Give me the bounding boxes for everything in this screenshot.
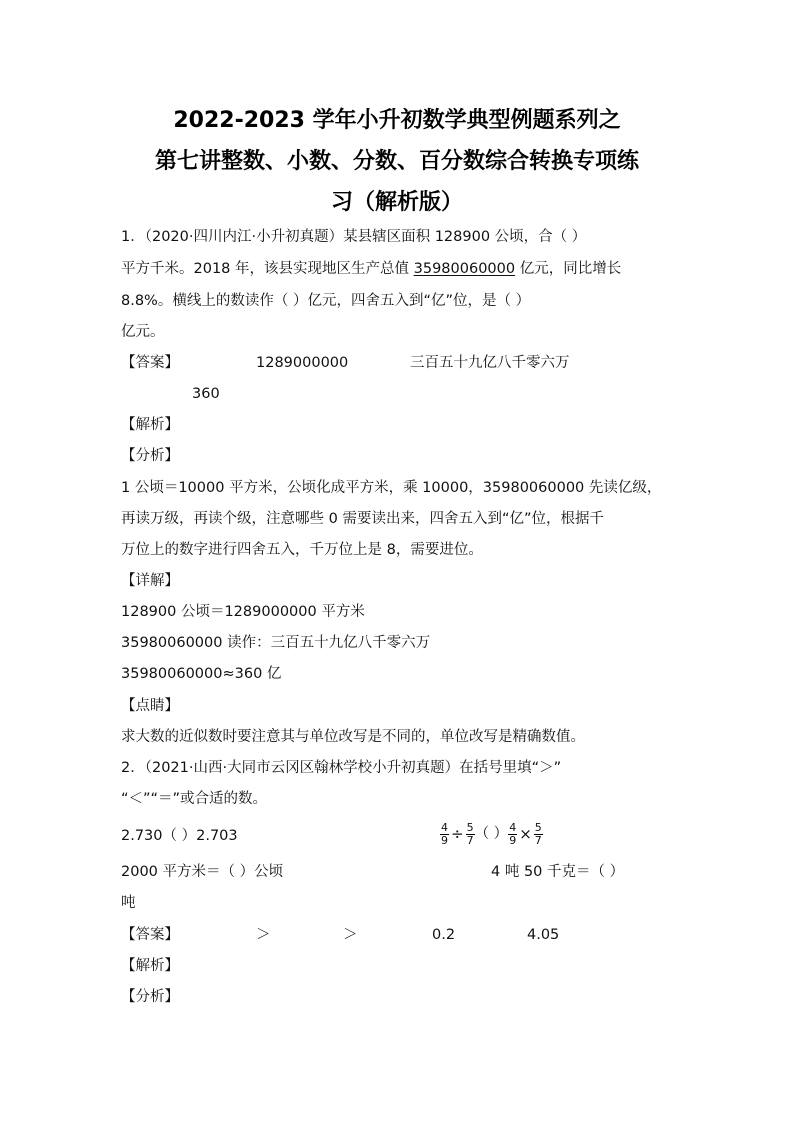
doc-title-line3: 习（解析版）: [330, 190, 463, 215]
q2-item3: 2000 平方米＝（ ）公顷: [121, 864, 284, 880]
q2-answer-3: 0.2: [432, 927, 456, 943]
q2-fenxi-heading: 【分析】: [121, 989, 179, 1005]
q2-item1: 2.730（ ）2.703: [121, 828, 238, 844]
q1-answer-label: 【答案】: [121, 355, 179, 371]
q1-answer-3: 360: [192, 386, 220, 402]
q2-item4-unit: 吨: [121, 895, 136, 911]
q1-line2-a: 平方千米。2018 年，该县实现地区生产总值: [121, 261, 410, 277]
q1-dianjing-line1: 求大数的近似数时要注意其与单位改写是不同的，单位改写是精确数值。: [121, 729, 585, 745]
q2-item2-blank: （ ）: [474, 826, 509, 842]
q1-xiangjie-line2: 35980060000 读作：三百五十九亿八千零六万: [121, 635, 431, 651]
q1-line2: [121, 259, 621, 279]
q1-answer-2: 三百五十九亿八千零六万: [410, 355, 570, 371]
q2-jiexi-heading: 【解析】: [121, 958, 179, 974]
q2-answer-2: ＞: [343, 927, 358, 943]
q1-fenxi-line2: 再读万级，再读个级，注意哪些 0 需要读出来，四舍五入到“亿”位，根据千: [121, 511, 604, 527]
q1-xiangjie-line1: 128900 公顷＝1289000000 平方米: [121, 604, 365, 620]
q2-line1: 2．（2021·山西·大同市云冈区翰林学校小升初真题）在括号里填“＞”: [121, 760, 562, 776]
q2-answer-4: 4.05: [527, 927, 560, 943]
multiply-sign: ×: [519, 825, 532, 843]
q1-xiangjie-heading: 【详解】: [121, 573, 179, 589]
q1-answer-1: 1289000000: [256, 355, 349, 371]
q1-xiangjie-line3: 35980060000≈360 亿: [121, 666, 282, 682]
q1-fenxi-line1: 1 公顷＝10000 平方米，公顷化成平方米，乘 10000，35980060000 先读亿级，: [121, 480, 662, 496]
q2-answer-1: ＞: [256, 927, 271, 943]
q1-jiexi-heading: 【解析】: [121, 417, 179, 433]
q2-item4: 4 吨 50 千克＝（ ）: [491, 864, 625, 880]
q1-line2-b: 亿元，同比增长: [519, 261, 622, 277]
q1-fenxi-line3: 万位上的数字进行四舍五入，千万位上是 8，需要进位。: [121, 542, 483, 558]
q1-fenxi-heading: 【分析】: [121, 448, 179, 464]
q2-answer-label: 【答案】: [121, 927, 179, 943]
fraction-five-sevenths: $\frac{5}{7}$: [466, 820, 474, 847]
fraction-four-ninths-b: $\frac{4}{9}$: [509, 820, 517, 847]
q1-line3: 8.8%。横线上的数读作（ ）亿元，四舍五入到“亿”位，是（ ）: [121, 293, 531, 309]
q1-line4: 亿元。: [121, 324, 165, 340]
q1-underlined-number: 35980060000: [413, 261, 516, 277]
doc-title-line2: 第七讲整数、小数、分数、百分数综合转换专项练: [154, 149, 639, 174]
divide-sign: ÷: [451, 825, 464, 843]
q2-line2: “＜”“＝”或合适的数。: [121, 791, 268, 807]
q2-item2-expression: [440, 815, 543, 853]
fraction-five-sevenths-b: $\frac{5}{7}$: [534, 820, 542, 847]
q1-line1: 1．（2020·四川内江·小升初真题）某县辖区面积 128900 公顷，合（ ）: [121, 229, 587, 245]
q1-dianjing-heading: 【点睛】: [121, 698, 179, 714]
fraction-four-ninths: $\frac{4}{9}$: [441, 820, 448, 847]
doc-title-line1: 2022-2023 学年小升初数学典型例题系列之: [173, 108, 621, 133]
